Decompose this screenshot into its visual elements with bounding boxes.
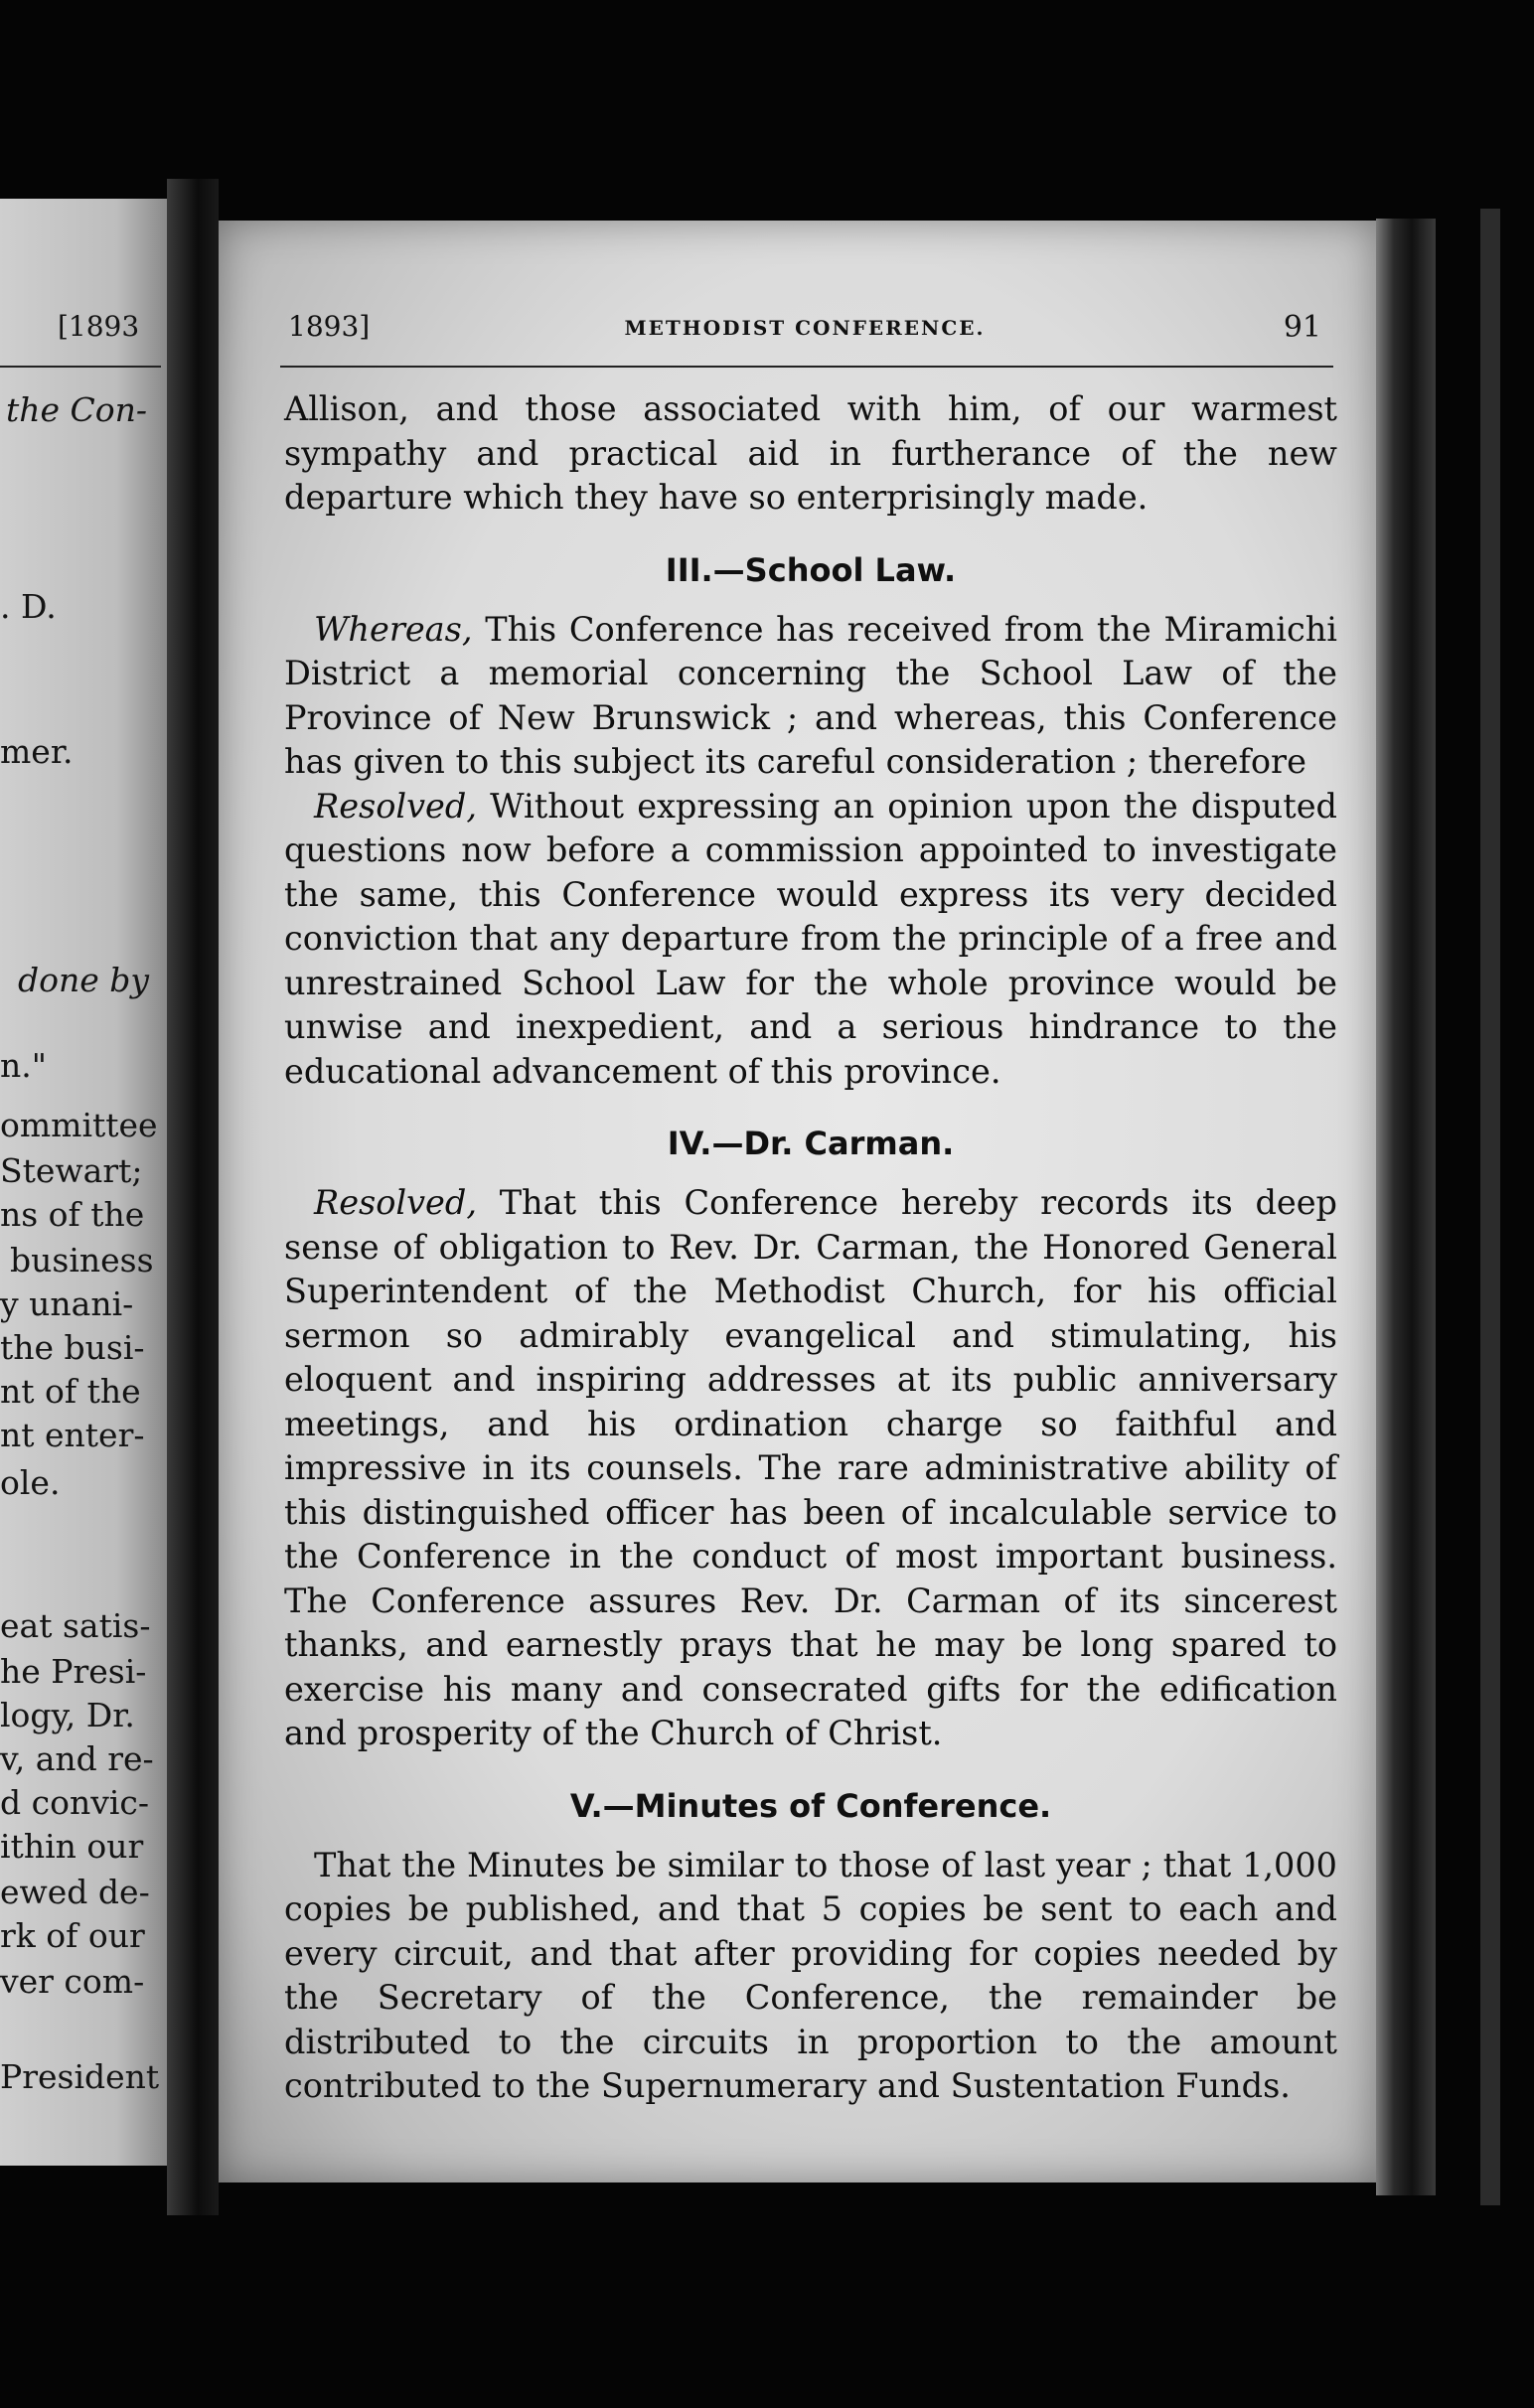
section-heading-minutes: V.—Minutes of Conference. [569,1786,1052,1825]
left-page-line: President [0,2057,160,2096]
left-page-line: ole. [0,1463,61,1502]
whereas-lead: Whereas, [314,609,473,649]
left-page-line: Stewart; [0,1151,143,1190]
whereas-paragraph [284,608,1337,785]
left-page-line: ommittee [0,1106,158,1144]
resolved-lead: Resolved, [314,1183,477,1222]
header-title: METHODIST CONFERENCE. [624,316,986,340]
resolved-carman-paragraph [284,1181,1337,1756]
page-stack-edge [1376,219,1436,2195]
left-page-line: ewed de- [0,1873,150,1911]
left-page-line: d convic- [0,1783,150,1822]
page-number: 91 [1283,310,1321,345]
section-heading-school-law: III.—School Law. [665,550,957,589]
intro-paragraph: Allison, and those associated with him, of our warmest sympathy and practical aid in furtherance of the new departure which they have so enterprisingly made. [284,389,1337,517]
left-page-line: ver com- [0,1962,145,2001]
left-page-line: v, and re- [0,1739,154,1778]
left-page-line: y unani- [0,1284,134,1323]
left-page-line: the busi- [0,1328,145,1367]
left-page-line: ithin our [0,1827,144,1866]
resolved-text: Without expressing an opinion upon the disputed questions now before a commission appointed to investigate the same, this Conference would express its very decided conviction that any departure from the principle of a free and unrestrained School Law for the whole province would be unwise and inexpedient, and a serious hindrance to the educational advancement of this province. [284,786,1337,1091]
left-page-line: eat satis- [0,1606,151,1645]
running-header [288,310,1321,354]
resolved-lead: Resolved, [314,786,477,826]
left-page-line: n." [0,1046,47,1085]
page-body [284,387,1337,2109]
left-page-line: nt enter- [0,1416,145,1454]
left-page-line: he Presi- [0,1652,147,1691]
left-page-line: . D. [0,587,57,626]
resolved-school-law-paragraph [284,785,1337,1095]
left-page-rule [0,366,161,368]
resolved-text: That this Conference hereby records its deep sense of obligation to Rev. Dr. Carman, the Honored General Superintendent of the Methodist Church, for his official sermon so admirably evangelical and stimulating, his eloquent and inspiring addresses at its public anniversary meetings, and his ordination charge so faithful and impressive in its counsels. The rare administrative ability of this distinguished officer has been of incalculable service to the Conference in the conduct of most important business. The Conference assures Rev. Dr. Carman of its sincerest thanks, and earnestly prays that he may be long spared to exercise his many and consecrated gifts for the edification and prosperity of the Church of Christ. [284,1183,1337,1752]
left-page-line: rk of our [0,1916,145,1955]
book-page [219,221,1376,2182]
page-stack-edge-outer [1480,209,1500,2205]
minutes-paragraph: That the Minutes be similar to those of last year ; that 1,000 copies be published, and that 5 copies be sent to each and every circuit, and that after providing for copies needed by the Secretary of the Conference, the remainder be distributed to the circuits in proportion to the amount contributed to the Supernumerary and Sustentation Funds. [284,1845,1337,2105]
header-year: 1893] [288,310,371,343]
left-page-line: mer. [0,732,74,771]
whereas-text: This Conference has received from the Miramichi District a memorial concerning the School Law of the Province of New Brunswick ; and whereas, this Conference has given to this subject its careful consideration ; therefore [284,609,1337,781]
left-page-line: business [10,1241,154,1279]
section-heading-dr-carman: IV.—Dr. Carman. [667,1125,955,1162]
left-page-line: nt of the [0,1372,141,1411]
left-page-line: done by [18,961,150,999]
left-page-header: [1893 [58,310,140,343]
left-page-line: ns of the [0,1195,145,1234]
left-page-line: the Con- [6,390,148,429]
book-gutter [167,179,219,2215]
left-page-fragment [0,199,167,2166]
left-page-line: logy, Dr. [0,1696,135,1734]
header-rule [280,366,1333,368]
